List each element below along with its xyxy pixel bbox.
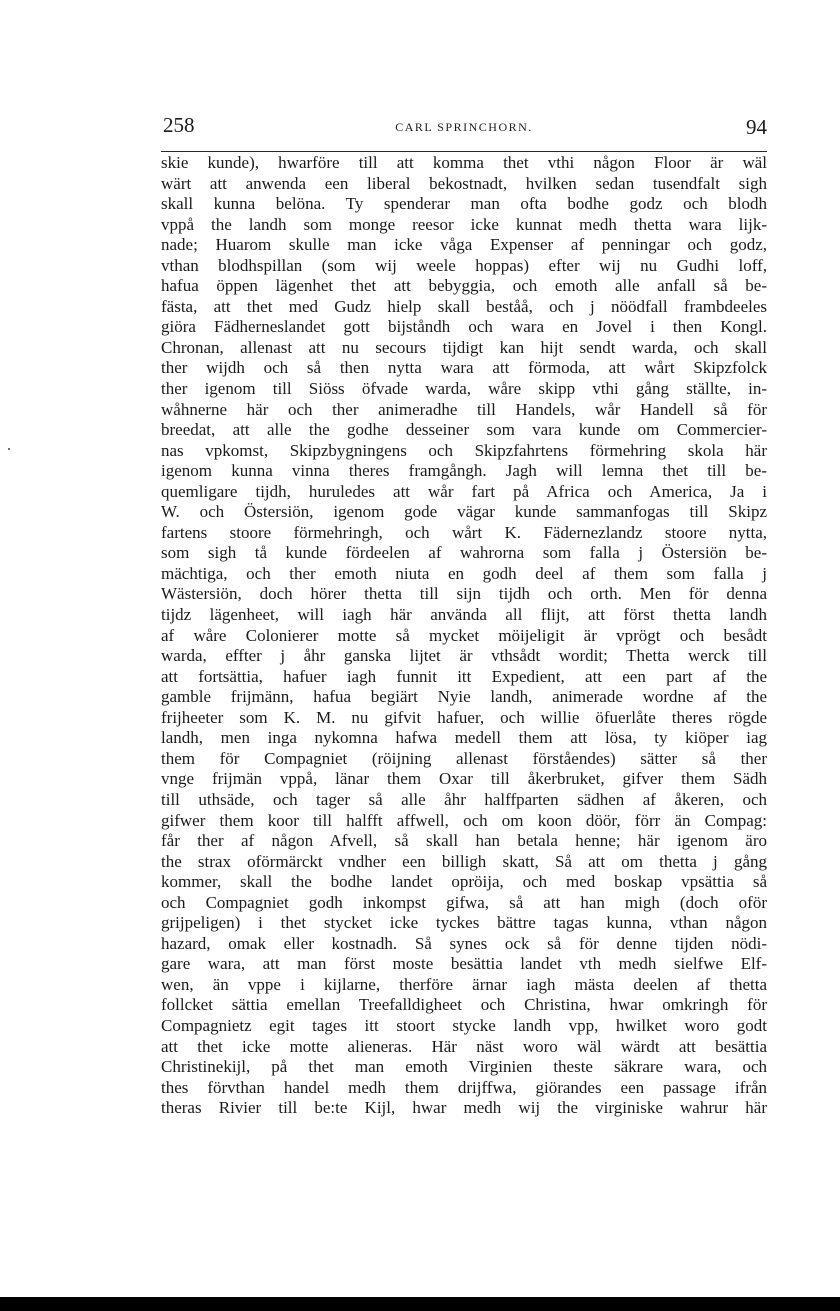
text-line: hazard, omak eller kostnadh. Så synes ock så för denne tijden nödi-	[161, 933, 767, 953]
text-line: thes förvthan handel medh them drijffwa, giörandes een passage ifrån	[161, 1077, 767, 1097]
text-line: mächtiga, och ther emoth niuta en godh deel af them som falla j	[161, 563, 767, 583]
text-line: gamble frijmänn, hafua begiärt Nyie landh, animerade wordne af the	[161, 687, 767, 707]
text-line: Chronan, allenast att nu secours tijdigt kan hijt sendt warda, och skall	[161, 337, 767, 357]
text-line: gifwer them koor till halfft affwell, och om koon döör, förr än Compag:	[161, 810, 767, 830]
text-line: vthan blodhspillan (som wij weele hoppas) efter wij nu Gudhi loff,	[161, 255, 767, 275]
text-line: wåhnerne här och ther animeradhe till Handels, wår Handell så för	[161, 399, 767, 419]
text-line: theras Rivier till be:te Kijl, hwar medh wij the virginiske wahrur här	[161, 1098, 767, 1118]
text-line: quemligare tijdh, huruledes att wår fart på Africa och America, Ja i	[161, 481, 767, 501]
text-line: breedat, att alle the godhe desseiner som vara kunde om Commercier-	[161, 420, 767, 440]
scan-bottom-edge	[0, 1297, 840, 1311]
text-line: att fortsättia, hafuer iagh funnit itt Expedient, att een part af the	[161, 666, 767, 686]
text-line: till uthsäde, och tager så alle åhr halffparten sädhen af åkeren, och	[161, 789, 767, 809]
text-line: och Compagniet godh inkompst gifwa, så att han migh (doch oför	[161, 892, 767, 912]
text-line: igenom kunna vinna theres framgångh. Jagh will lemna thet till be-	[161, 461, 767, 481]
text-line: W. och Östersiön, igenom gode vägar kunde sammanfogas till Skipz	[161, 502, 767, 522]
text-line: wen, än vppe i kijlarne, therföre ärnar iagh mästa deelen af thetta	[161, 974, 767, 994]
text-line: hafua öppen lägenhet thet att bebyggia, och emoth alle anfall så be-	[161, 276, 767, 296]
text-line: skall kunna belöna. Ty spenderar man ofta bodhe godz och blodh	[161, 194, 767, 214]
text-line: wärt att anwenda een liberal bekostnadt, hvilken sedan tusendfalt sigh	[161, 173, 767, 193]
text-line: the strax oförmärckt vndher een billigh skatt, Så att om thetta j gång	[161, 851, 767, 871]
text-line: gare wara, att man först moste besättia landet vth medh sielfwe Elf-	[161, 954, 767, 974]
text-line: nade; Huarom skulle man icke våga Expenser af penningar och godz,	[161, 235, 767, 255]
text-line: giöra Fädherneslandet gott bijståndh och wara en Jovel i then Kongl.	[161, 317, 767, 337]
header-rule	[161, 151, 767, 152]
text-line: grijpeligen) i thet stycket icke tyckes bättre tagas kunna, vthan någon	[161, 913, 767, 933]
text-line: kommer, skall the bodhe landet opröija, och med boskap vpsättia så	[161, 872, 767, 892]
text-line: tijdz lägenheet, will iagh här använda all flijt, att först thetta landh	[161, 605, 767, 625]
text-line: ther wijdh och så then nytta wara att förmoda, att wårt Skipzfolck	[161, 358, 767, 378]
text-line: Wästersiön, doch hörer thetta till sijn tijdh och orth. Men för denna	[161, 584, 767, 604]
text-line: frijheeter som K. M. nu gifvit hafuer, och willie öfuerlåte theres rögde	[161, 707, 767, 727]
text-line: skie kunde), hwarföre till att komma thet vthi någon Floor är wäl	[161, 153, 767, 172]
text-line: ther igenom till Siöss öfvade warda, wåre skipp vthi gång ställte, in-	[161, 379, 767, 399]
text-line: warda, effter j åhr ganska lijtet är vthsådt wordit; Thetta werck till	[161, 646, 767, 666]
body-text	[161, 153, 767, 1119]
text-line: af wåre Colonierer motte så mycket möijeligit är vprögt och besådt	[161, 625, 767, 645]
scan-speck	[8, 448, 10, 450]
text-line: fästa, att thet med Gudz hielp skall beståå, och j nöödfall frambdeeles	[161, 296, 767, 316]
text-line: Compagnietz egit tages itt stoort stycke landh vpp, hwilket woro godt	[161, 1015, 767, 1035]
page-number-right: 94	[746, 115, 767, 139]
text-line: nas vpkomst, Skipzbygningens och Skipzfahrtens förmehring skola här	[161, 440, 767, 460]
text-line: vppå the landh som monge reesor icke kunnat medh thetta wara lijk-	[161, 214, 767, 234]
text-line: Christinekijl, på thet man emoth Virginien theste säkrare wara, och	[161, 1057, 767, 1077]
page-number-left: 258	[163, 113, 195, 137]
text-line: vnge frijmän vppå, länar them Oxar till åkerbruket, gifver them Sädh	[161, 769, 767, 789]
page-header	[161, 112, 767, 152]
running-title: CARL SPRINCHORN.	[395, 120, 533, 134]
text-line: them för Compagniet (röijning allenast förståendes) sätter så ther	[161, 748, 767, 768]
text-line: fartens stoore förmehringh, och wårt K. Fädernezlandz stoore nytta,	[161, 522, 767, 542]
text-line: som sigh tå kunde fördeelen af wahrorna som falla j Östersiön be-	[161, 543, 767, 563]
text-line: att thet icke motte alieneras. Här näst woro wäl wärdt att besättia	[161, 1036, 767, 1056]
text-line: follcket sättia emellan Treefalldigheet och Christina, hwar omkringh för	[161, 995, 767, 1015]
text-line: får ther af någon Afvell, så skall han betala henne; här igenom äro	[161, 831, 767, 851]
text-line: landh, men inga nykomna hafwa medell them att lösa, ty kiöper iag	[161, 728, 767, 748]
